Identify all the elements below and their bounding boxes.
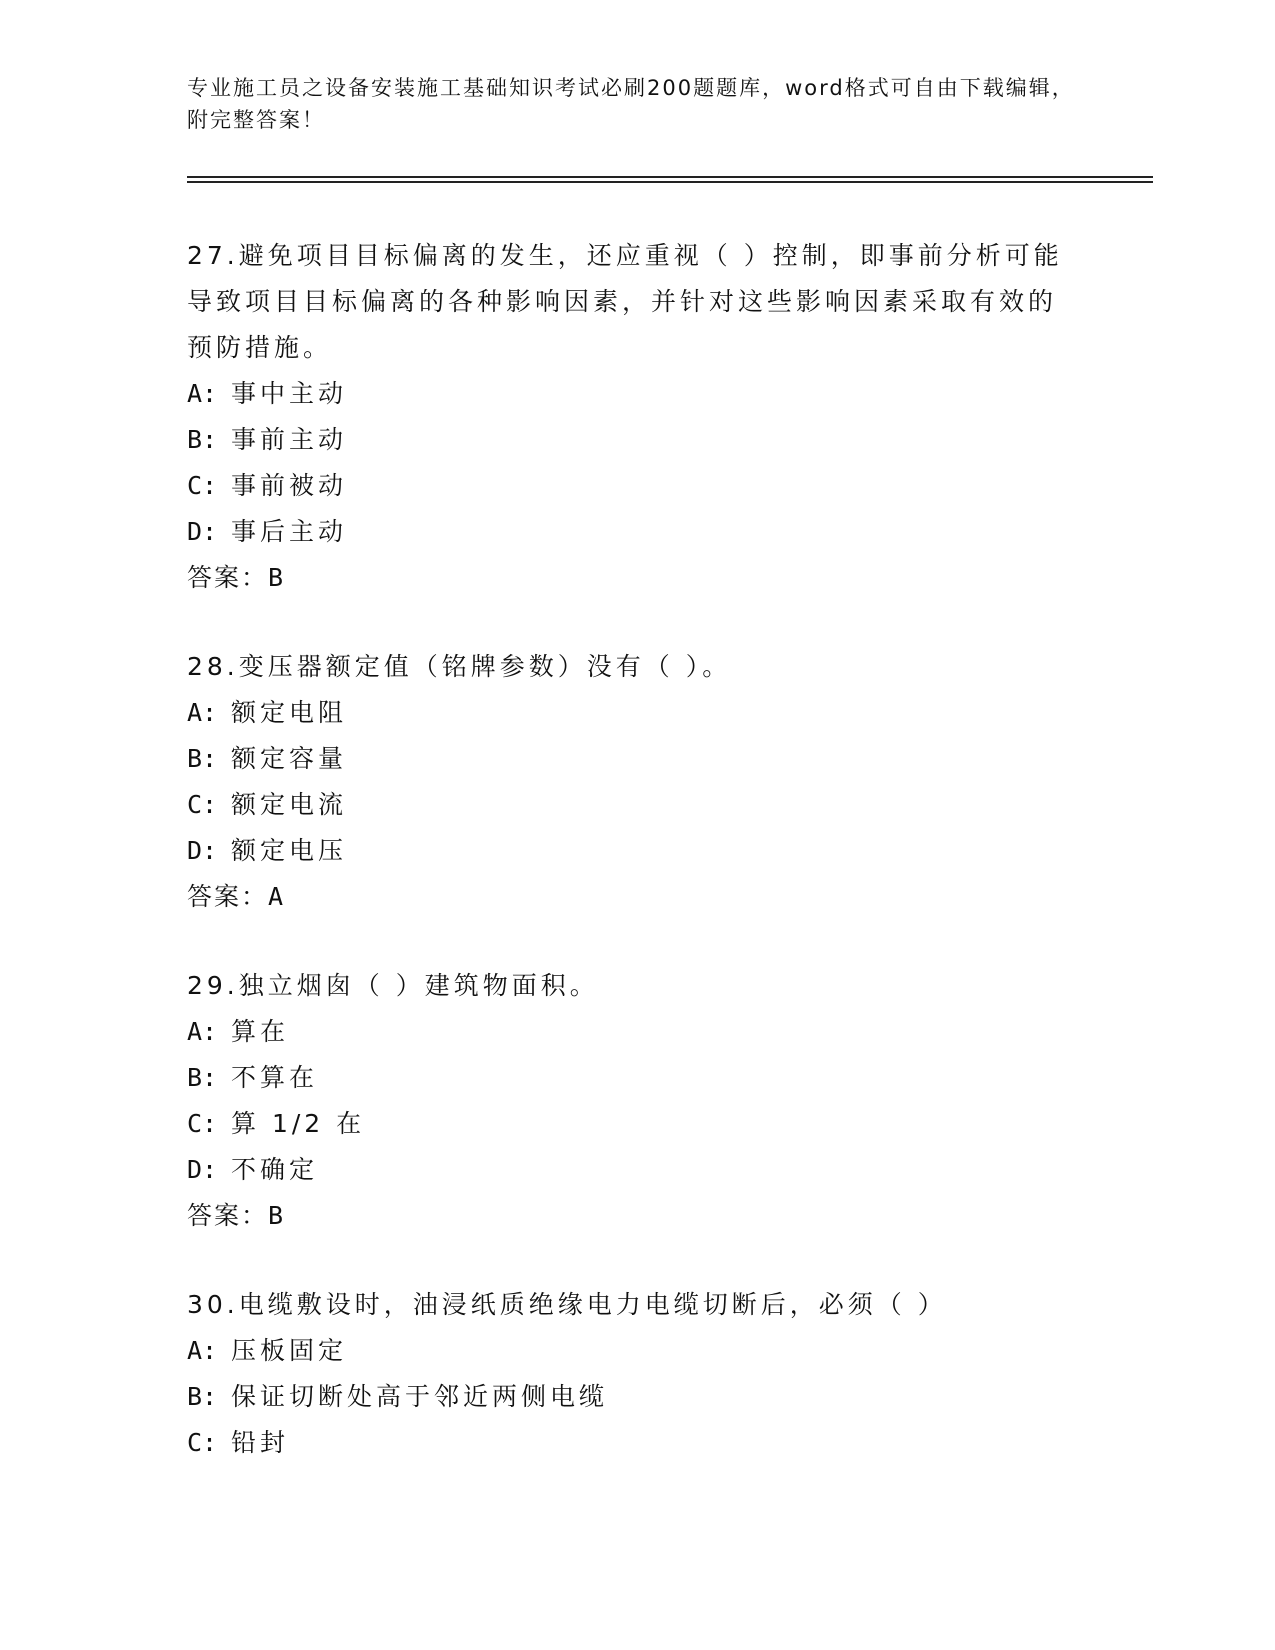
question-27 [187,233,1067,601]
option-c [187,782,1067,828]
option-text: 不确定 [231,1155,319,1184]
header-divider-bottom [187,181,1153,183]
answer-value: B [268,563,286,592]
option-letter: D: [187,836,218,865]
option-text: 事前被动 [231,471,348,500]
question-stem: 27.避免项目目标偏离的发生，还应重视（ ）控制，即事前分析可能导致项目目标偏离的各种影响因素，并针对这些影响因素采取有效的预防措施。 [187,241,1063,362]
option-letter: D: [187,517,218,546]
option-text: 额定电阻 [231,698,348,727]
option-letter: C: [187,790,218,819]
option-c [187,1101,1067,1147]
option-d [187,1147,1067,1193]
option-text: 算 1/2 在 [231,1109,366,1138]
option-text: 额定电压 [231,836,348,865]
option-letter: A: [187,698,218,727]
answer-line [187,874,1067,920]
document-header [187,72,1087,136]
option-a [187,690,1067,736]
option-text: 压板固定 [231,1336,348,1365]
option-a [187,371,1067,417]
option-text: 不算在 [231,1063,319,1092]
answer-label: 答案： [187,882,269,911]
option-letter: B: [187,1382,218,1411]
answer-line [187,1193,1067,1239]
option-c [187,1420,1067,1466]
option-d [187,828,1067,874]
option-letter: C: [187,471,218,500]
answer-line [187,555,1067,601]
option-letter: C: [187,1109,218,1138]
option-d [187,509,1067,555]
document-title: 专业施工员之设备安装施工基础知识考试必刷200题题库，word格式可自由下载编辑，附完整答案！ [187,76,1075,132]
option-text: 事前主动 [231,425,348,454]
option-text: 保证切断处高于邻近两侧电缆 [231,1382,609,1411]
question-28 [187,644,1067,920]
option-letter: B: [187,425,218,454]
answer-value: A [268,882,286,911]
question-stem: 29.独立烟囱（ ）建筑物面积。 [187,971,599,1000]
option-b [187,417,1067,463]
option-b [187,1055,1067,1101]
option-letter: B: [187,744,218,773]
option-letter: A: [187,1017,218,1046]
option-letter: A: [187,1336,218,1365]
question-stem: 30.电缆敷设时，油浸纸质绝缘电力电缆切断后，必须（ ） [187,1290,947,1319]
option-text: 铅封 [231,1428,290,1457]
option-b [187,736,1067,782]
answer-label: 答案： [187,1201,269,1230]
question-stem: 28.变压器额定值（铭牌参数）没有（ ）。 [187,652,732,681]
question-30 [187,1282,1067,1466]
option-text: 事中主动 [231,379,348,408]
option-text: 额定容量 [231,744,348,773]
option-c [187,463,1067,509]
option-text: 额定电流 [231,790,348,819]
answer-label: 答案： [187,563,269,592]
option-letter: D: [187,1155,218,1184]
option-letter: B: [187,1063,218,1092]
option-b [187,1374,1067,1420]
option-text: 算在 [231,1017,290,1046]
option-a [187,1009,1067,1055]
header-divider-top [187,176,1153,178]
option-letter: A: [187,379,218,408]
option-text: 事后主动 [231,517,348,546]
option-letter: C: [187,1428,218,1457]
question-29 [187,963,1067,1239]
answer-value: B [268,1201,286,1230]
option-a [187,1328,1067,1374]
